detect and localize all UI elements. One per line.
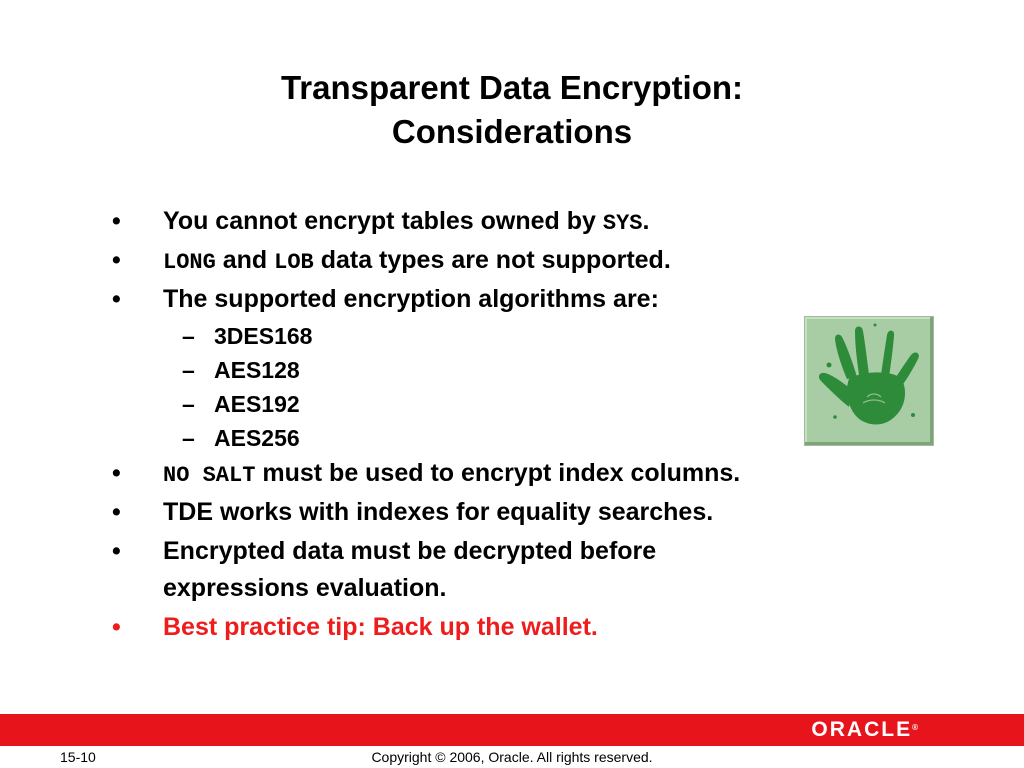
dash-symbol: – bbox=[182, 425, 195, 451]
bullet-symbol: • bbox=[112, 246, 121, 274]
bullet-text-before: You cannot encrypt tables owned by bbox=[163, 207, 603, 235]
dash-symbol: – bbox=[182, 357, 195, 383]
bullet-text bbox=[163, 242, 671, 281]
bullet-text-after: data types are not supported. bbox=[313, 246, 671, 274]
oracle-logo-text: ORACLE bbox=[811, 718, 913, 741]
bullet-symbol: • bbox=[112, 285, 121, 313]
bullet-symbol: • bbox=[112, 498, 121, 526]
bullet-symbol: • bbox=[112, 207, 121, 235]
footer-bar bbox=[0, 714, 1024, 746]
sub-item-label: AES256 bbox=[214, 425, 300, 451]
bullet-text bbox=[163, 455, 740, 494]
sub-item-label: AES128 bbox=[214, 357, 300, 383]
dash-symbol: – bbox=[182, 323, 195, 349]
slide-title-line-1: Transparent Data Encryption: bbox=[280, 69, 744, 106]
bullet-symbol: • bbox=[112, 537, 121, 565]
bullet-text: Best practice tip: Back up the wallet. bbox=[163, 613, 598, 641]
bullet-text bbox=[163, 203, 649, 242]
page-number: 15-10 bbox=[60, 749, 96, 765]
slide-title-line-2: Considerations bbox=[391, 113, 633, 150]
code-no-salt: NO SALT bbox=[163, 463, 256, 488]
hand-print-image bbox=[804, 316, 934, 446]
copyright-text: Copyright © 2006, Oracle. All rights reserved. bbox=[371, 749, 653, 765]
bullet-text-after: . bbox=[642, 207, 650, 235]
bullet-text-mid: and bbox=[215, 246, 275, 274]
bullet-text-after: must be used to encrypt index columns. bbox=[255, 459, 741, 487]
bullet-text-line-2: expressions evaluation. bbox=[163, 574, 447, 602]
sub-item-label: AES192 bbox=[214, 391, 300, 417]
code-sys: SYS bbox=[602, 211, 643, 236]
bullet-text: TDE works with indexes for equality searches. bbox=[163, 498, 714, 526]
dash-symbol: – bbox=[182, 391, 195, 417]
bullet-text-line-1: Encrypted data must be decrypted before bbox=[163, 537, 657, 565]
oracle-logo bbox=[811, 720, 918, 740]
sub-item-label: 3DES168 bbox=[214, 323, 313, 349]
registered-mark: ® bbox=[912, 723, 918, 732]
bullet-symbol: • bbox=[112, 613, 121, 641]
bullet-symbol: • bbox=[112, 459, 121, 487]
code-long: LONG bbox=[163, 250, 216, 275]
code-lob: LOB bbox=[274, 250, 314, 275]
green-hand-print-icon bbox=[805, 317, 933, 445]
bullet-text: The supported encryption algorithms are: bbox=[163, 285, 659, 313]
